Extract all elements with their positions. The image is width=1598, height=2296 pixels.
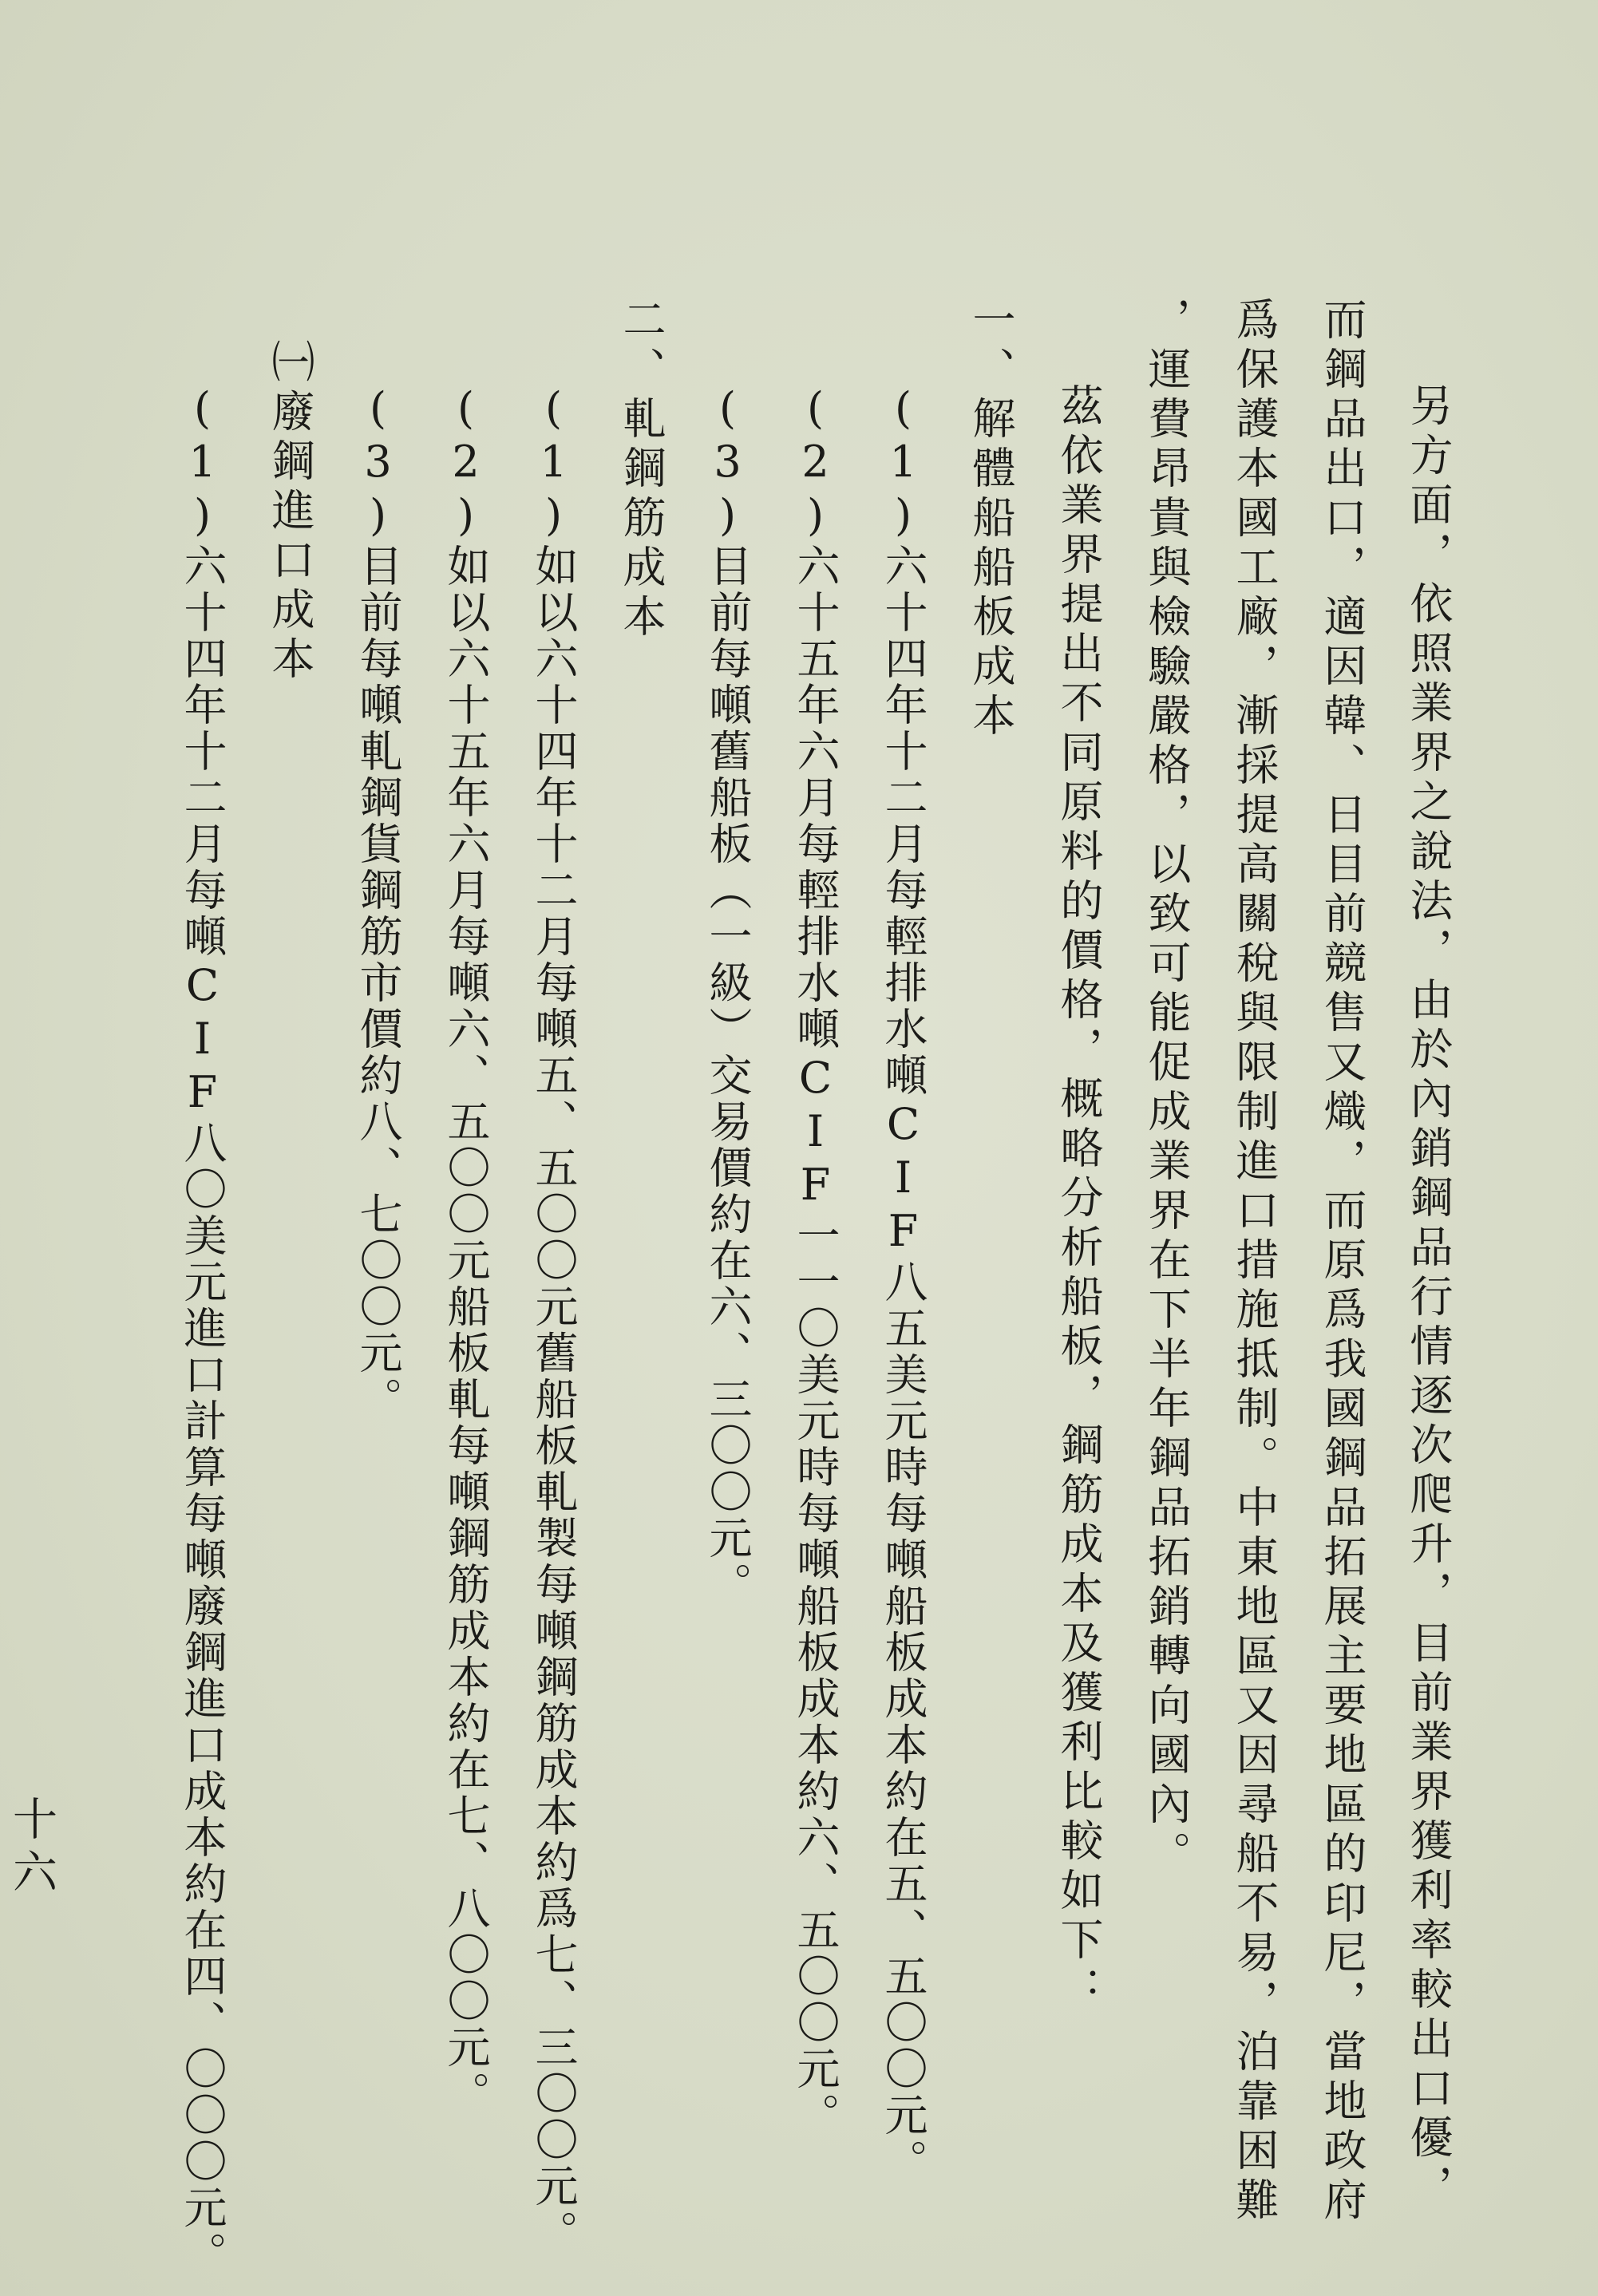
list-item-2-1: (1)如以六十四年十二月每噸五、五〇〇元舊船板軋製每噸鋼筋成本約爲七、三〇〇元。 xyxy=(528,383,579,2256)
list-item-2-3: (3)目前每噸軋鋼貨鋼筋市價約八、七〇〇元。 xyxy=(353,383,403,1423)
text-line-1: 另方面，依照業界之說法，由於內銷鋼品行情逐次爬升，目前業界獲利率較出口優， xyxy=(1403,383,1454,2214)
section-heading-2: 二、軋鋼筋成本 xyxy=(616,297,666,643)
list-item-3-1: (1)六十四年十二月每噸CIF八〇美元進口計算每噸廢鋼進口成本約在四、〇〇〇元。 xyxy=(177,383,227,2278)
subsection-heading-1: ㈠廢鋼進口成本 xyxy=(265,339,315,686)
page-number: 十六 xyxy=(6,1796,57,1901)
list-item-1-1: (1)六十四年十二月每輕排水噸CIF八五美元時每噸船板成本約在五、五〇〇元。 xyxy=(878,383,928,2185)
text-line-5: 茲依業界提出不同原料的價格，概略分析船板，鋼筋成本及獲利比較如下： xyxy=(1054,383,1104,2016)
list-item-1-2: (2)六十五年六月每輕排水噸CIF一一〇美元時每噸船板成本約六、五〇〇元。 xyxy=(790,383,841,2139)
list-item-1-3: (3)目前每噸舊船板（一級）交易價約在六、三〇〇元。 xyxy=(702,383,753,1608)
list-item-2-2: (2)如以六十五年六月每噸六、五〇〇元船板軋每噸鋼筋成本約在七、八〇〇元。 xyxy=(441,383,491,2117)
text-line-2: 而鋼品出口，適因韓、日目前競售又熾，而原爲我國鋼品拓展主要地區的印尼，當地政府 xyxy=(1317,297,1367,2227)
text-line-4: ，運費昂貴與檢驗嚴格，以致可能促成業界在下半年鋼品拓銷轉向國內。 xyxy=(1141,297,1192,1880)
section-heading-1: 一、解體船船板成本 xyxy=(966,297,1016,742)
text-line-3: 爲保護本國工廠，漸採提高關稅與限制進口措施抵制。中東地區又因尋船不易，泊靠困難 xyxy=(1229,297,1280,2227)
